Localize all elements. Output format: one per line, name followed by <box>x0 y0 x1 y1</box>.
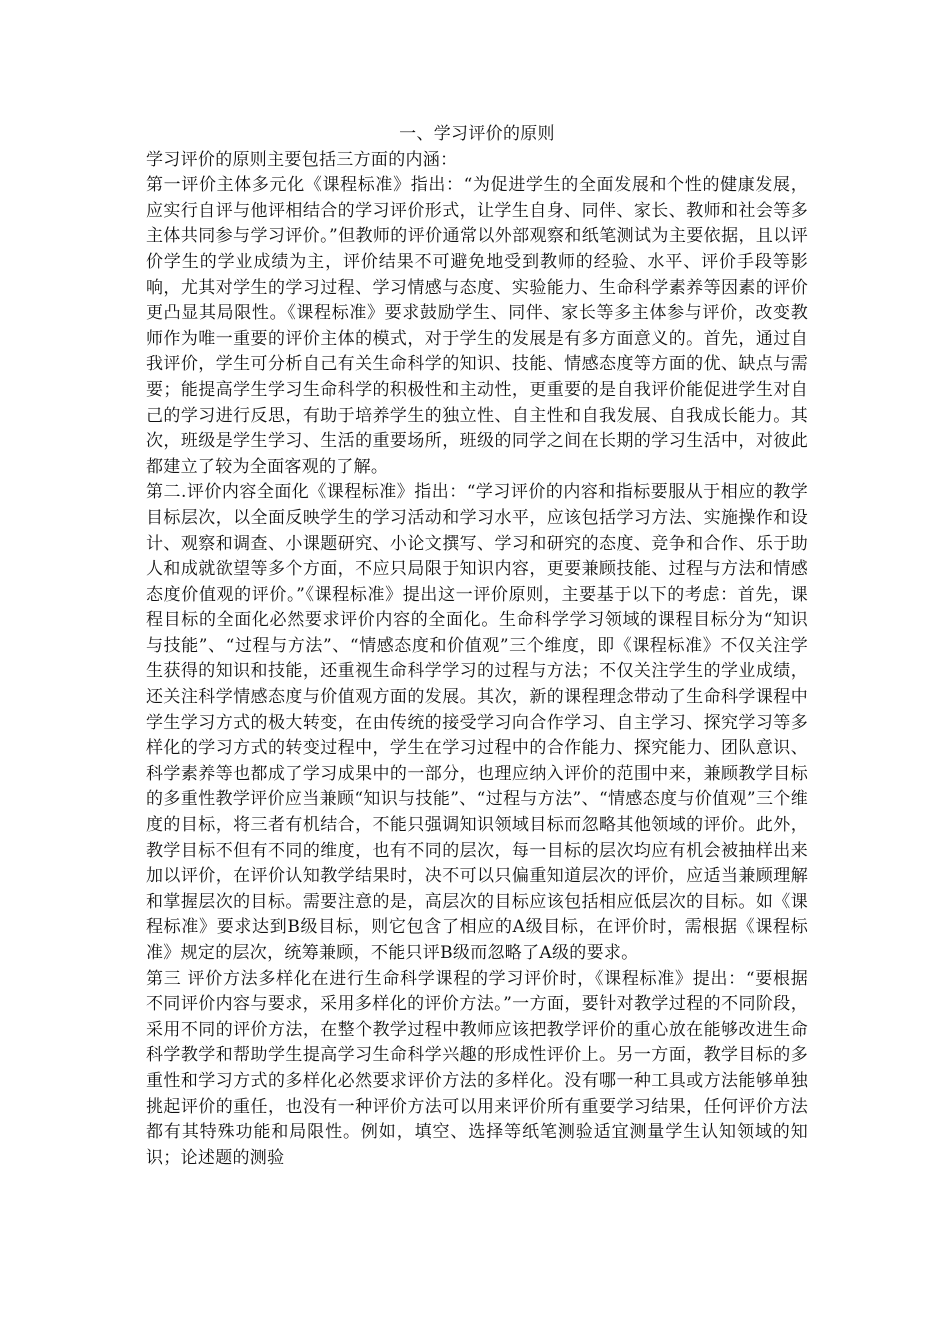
document-body <box>146 122 808 1171</box>
intro-line: 学习评价的原则主要包括三方面的内涵： <box>146 149 458 170</box>
paragraph-first-principle: 第一评价主体多元化《课程标准》指出：“为促进学生的全面发展和个性的健康发展，应实行自评与他评相结合的学习评价形式，让学生自身、同伴、家长、教师和社会等多主体共同参与学习评价。”但教师的评价通常以外部观察和纸笔测试为主要依据，且以评价学生的学业成绩为主，评价结果不可避免地受到教师的经验、水平、评价手段等影响，尤其对学生的学习过程、学习情感与态度、实验能力、生命科学素养等因素的评价更凸显其局限性。《课程标准》要求鼓励学生、同伴、家长等多主体参与评价，改变教师作为唯一重要的评价主体的模式，对于学生的发展是有多方面意义的。首先，通过自我评价，学生可分析自己有关生命科学的知识、技能、情感态度等方面的优、缺点与需要；能提高学生学习生命科学的积极性和主动性，更重要的是自我评价能促进学生对自己的学习进行反思，有助于培养学生的独立性、自主性和自我发展、自我成长能力。其次，班级是学生学习、生活的重要场所，班级的同学之间在长期的学习生活中，对彼此都建立了较为全面客观的了解。 <box>146 175 808 477</box>
paragraph-second-principle: 第二.评价内容全面化《课程标准》指出：“学习评价的内容和指标要服从于相应的教学目标层次，以全面反映学生的学习活动和学习水平，应该包括学习方法、实施操作和设计、观察和调查、小课题研究、小论文撰写、学习和研究的态度、竞争和合作、乐于助人和成就欲望等多个方面，不应只局限于知识内容，更要兼顾技能、过程与方法和情感态度价值观的评价。”《课程标准》提出这一评价原则，主要基于以下的考虑：首先，课程目标的全面化必然要求评价内容的全面化。生命科学学习领域的课程目标分为“知识与技能”、“过程与方法”、“情感态度和价值观”三个维度，即《课程标准》不仅关注学生获得的知识和技能，还重视生命科学学习的过程与方法；不仅关注学生的学业成绩，还关注科学情感态度与价值观方面的发展。其次，新的课程理念带动了生命科学课程中学生学习方式的极大转变，在由传统的接受学习向合作学习、自主学习、探究学习等多样化的学习方式的转变过程中，学生在学习过程中的合作能力、探究能力、团队意识、科学素养等也都成了学习成果中的一部分，也理应纳入评价的范围中来，兼顾教学目标的多重性教学评价应当兼顾“知识与技能”、“过程与方法”、“情感态度与价值观”三个维度的目标，将三者有机结合，不能只强调知识领域目标而忽略其他领域的评价。此外，教学目标不但有不同的维度，也有不同的层次，每一目标的层次均应有机会被抽样出来加以评价，在评价认知教学结果时，决不可以只偏重知道层次的评价，应适当兼顾理解和掌握层次的目标。需要注意的是，高层次的目标应该包括相应低层次的目标。如《课程标准》要求达到B级目标，则它包含了相应的A级目标，在评价时，需根据《课程标准》规定的层次，统筹兼顾，不能只评B级而忽略了A级的要求。 <box>146 482 808 963</box>
section-title: 一、学习评价的原则 <box>399 124 555 144</box>
paragraph-third-principle: 第三 评价方法多样化在进行生命科学课程的学习评价时，《课程标准》提出：“要根据不同评价内容与要求，采用多样化的评价方法。”一方面，要针对教学过程的不同阶段，采用不同的评价方法，在整个教学过程中教师应该把教学评价的重心放在能够改进生命科学教学和帮助学生提高学习生命科学兴趣的形成性评价上。另一方面，教学目标的多重性和学习方式的多样化必然要求评价方法的多样化。没有哪一种工具或方法能够单独挑起评价的重任，也没有一种评价方法可以用来评价所有重要学习结果，任何评价方法都有其特殊功能和局限性。例如，填空、选择等纸笔测验适宜测量学生认知领域的知识；论述题的测验 <box>146 968 808 1168</box>
